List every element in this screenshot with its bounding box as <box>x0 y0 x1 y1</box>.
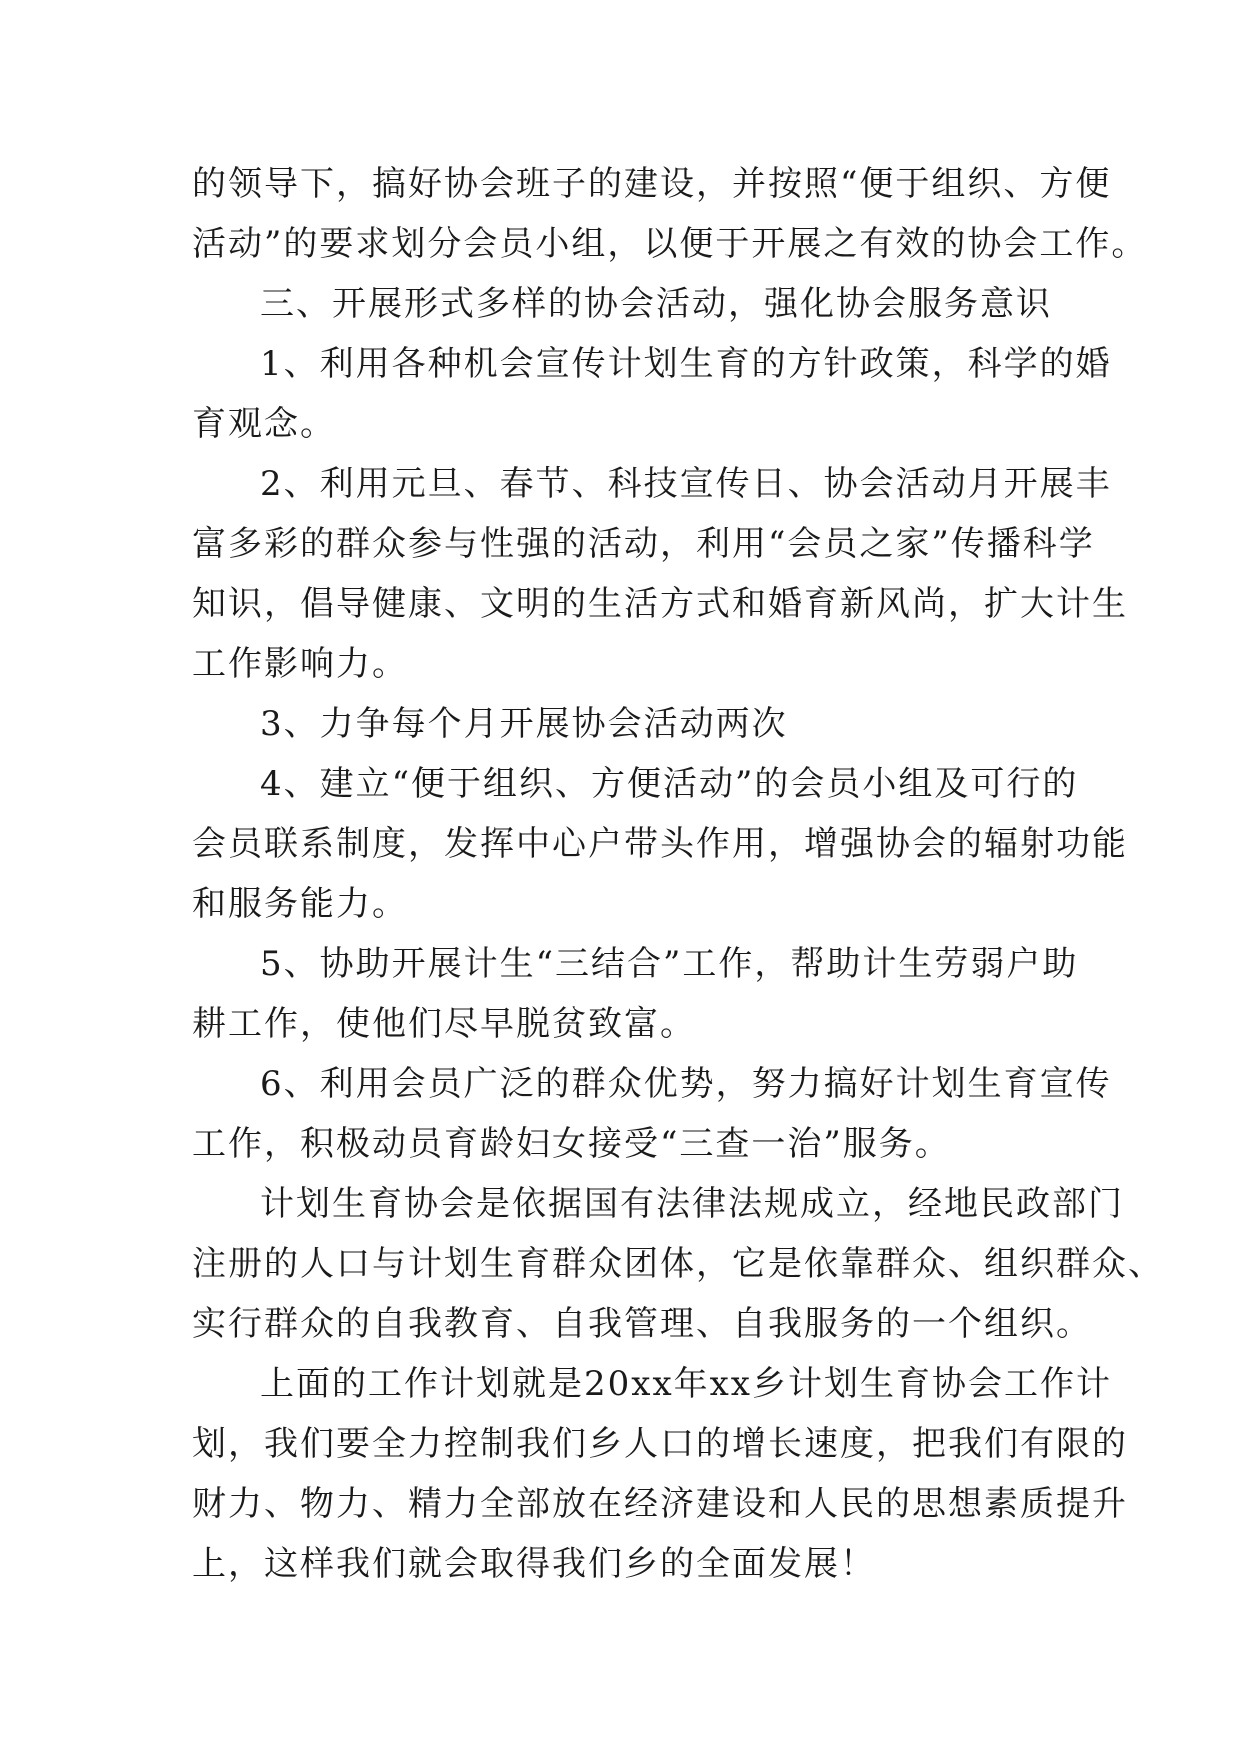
section-heading: 三、开展形式多样的协会活动，强化协会服务意识 <box>260 284 1052 324</box>
text-line: 上，这样我们就会取得我们乡的全面发展！ <box>192 1544 876 1584</box>
text-line: 划，我们要全力控制我们乡人口的增长速度，把我们有限的 <box>192 1424 1128 1464</box>
text-line: 1、利用各种机会宣传计划生育的方针政策，科学的婚 <box>260 344 1112 384</box>
text-line: 会员联系制度，发挥中心户带头作用，增强协会的辐射功能 <box>192 824 1128 864</box>
text-line: 富多彩的群众参与性强的活动，利用“会员之家”传播科学 <box>192 524 1095 564</box>
text-line: 耕工作，使他们尽早脱贫致富。 <box>192 1004 696 1044</box>
text-line: 5、协助开展计生“三结合”工作，帮助计生劳弱户助 <box>260 944 1079 984</box>
text-line: 3、力争每个月开展协会活动两次 <box>260 704 788 744</box>
text-line: 的领导下，搞好协会班子的建设，并按照“便于组织、方便 <box>192 164 1112 204</box>
text-line: 财力、物力、精力全部放在经济建设和人民的思想素质提升 <box>192 1484 1128 1524</box>
text-line: 工作，积极动员育龄妇女接受“三查一治”服务。 <box>192 1124 951 1164</box>
text-line: 实行群众的自我教育、自我管理、自我服务的一个组织。 <box>192 1304 1092 1344</box>
text-line: 活动”的要求划分会员小组，以便于开展之有效的协会工作。 <box>192 224 1148 264</box>
text-line: 4、建立“便于组织、方便活动”的会员小组及可行的 <box>260 764 1079 804</box>
text-line: 计划生育协会是依据国有法律法规成立，经地民政部门 <box>260 1184 1124 1224</box>
body-text <box>192 154 1164 1594</box>
text-line: 和服务能力。 <box>192 884 408 924</box>
text-line: 育观念。 <box>192 404 336 444</box>
text-line: 上面的工作计划就是20xx年xx乡计划生育协会工作计 <box>260 1364 1112 1404</box>
text-line: 注册的人口与计划生育群众团体，它是依靠群众、组织群众、 <box>192 1244 1164 1284</box>
text-line: 2、利用元旦、春节、科技宣传日、协会活动月开展丰 <box>260 464 1112 504</box>
text-line: 知识，倡导健康、文明的生活方式和婚育新风尚，扩大计生 <box>192 584 1128 624</box>
text-line: 6、利用会员广泛的群众优势，努力搞好计划生育宣传 <box>260 1064 1112 1104</box>
text-line: 工作影响力。 <box>192 644 408 684</box>
